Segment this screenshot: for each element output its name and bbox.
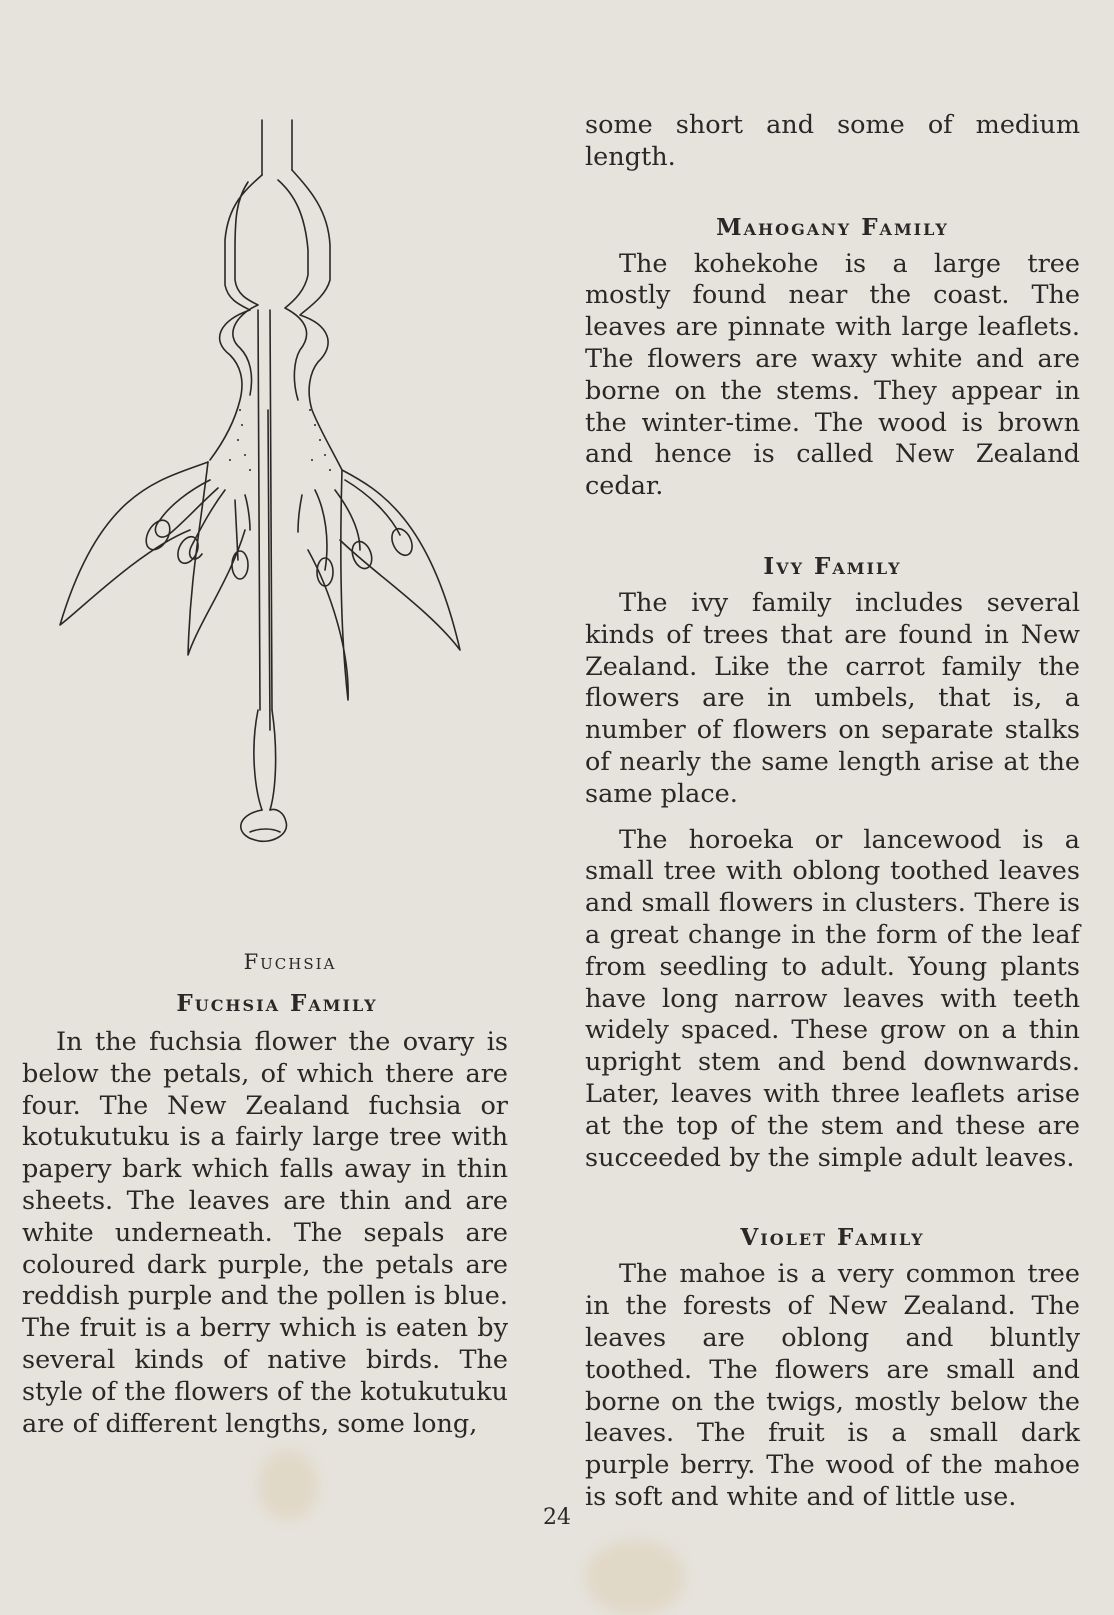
paragraph: some short and some of medium length. — [585, 110, 1080, 172]
figure-caption: Fuchsia — [243, 950, 337, 974]
paragraph: The ivy family includes several kinds of trees that are found in New Zealand. Like the carrot family the flowers are in umbels, that is, a number of flowers on separate stalks of nearly the same length arise at the same place. — [585, 587, 1080, 809]
paragraph: The mahoe is a very common tree in the forests of New Zealand. The leaves are oblong and bluntly toothed. The flowers are small and borne on the twigs, mostly below the leaves. The fruit is a small dark purple berry. The wood of the mahoe is soft and white and of little use. — [585, 1259, 1080, 1512]
right-column — [585, 110, 1080, 1514]
paragraph: The kohekohe is a large tree mostly found near the coast. The leaves are pinnate with large leaflets. The flowers are waxy white and are borne on the stems. They appear in the winter-time. The wood is brown and hence is called New Zealand cedar. — [585, 248, 1080, 502]
page-stain — [585, 1540, 685, 1615]
section-heading: Violet Family — [740, 1224, 925, 1252]
page-number: 24 — [543, 1505, 571, 1530]
section-heading: Fuchsia Family — [176, 990, 378, 1017]
paragraph: In the fuchsia flower the ovary is below the petals, of which there are four. The New Zealand fuchsia or kotukutuku is a fairly large tree with papery bark which falls away in thin sheets. The leaves are thin and are white underneath. The sepals are coloured dark purple, the petals are reddish purple and the pollen is blue. The fruit is a berry which is eaten by several kinds of native birds. The style of the flowers of the kotukutuku are of different lengths, some long, — [22, 1027, 508, 1439]
paragraph: The horoeka or lancewood is a small tree with oblong toothed leaves and small flowers in clusters. There is a great change in the form of the leaf from seedling to adult. Young plants have long narrow leaves with teeth widely spaced. These grow on a thin upright stem and bend downwards. Later, leaves with three leaflets arise at the top of the stem and these are succeeded by the simple adult leaves. — [585, 824, 1080, 1173]
section-heading: Ivy Family — [763, 552, 902, 580]
section-heading: Mahogany Family — [716, 213, 949, 241]
fuchsia-illustration — [40, 110, 510, 940]
